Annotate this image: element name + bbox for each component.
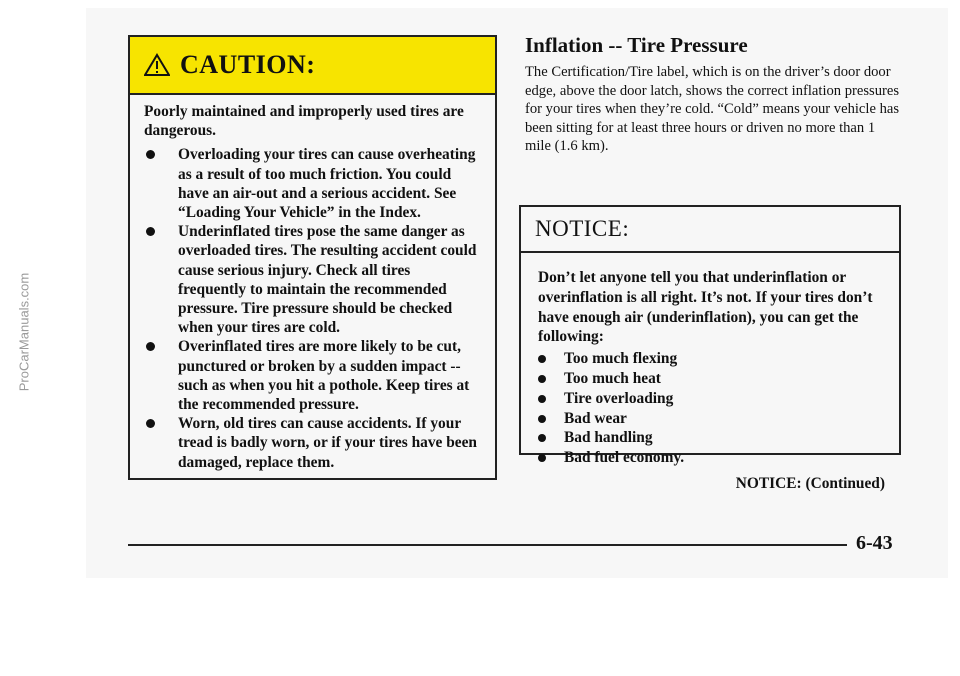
caution-bullet-list — [144, 145, 481, 471]
caution-bullet-text: Overloading your tires can cause overheating as a result of too much friction. You could have an air-out and a serious accident. See “Loading Your Vehicle” in the Index. — [178, 146, 476, 222]
list-item — [538, 428, 887, 448]
bullet-icon — [146, 227, 155, 236]
notice-bullet-text: Tire overloading — [564, 389, 674, 407]
notice-header — [521, 207, 899, 253]
list-item — [538, 389, 887, 409]
notice-bullet-text: Bad wear — [564, 409, 627, 427]
notice-bullet-list — [538, 349, 887, 468]
notice-bullet-text: Bad handling — [564, 429, 653, 447]
bullet-icon — [538, 454, 546, 462]
bullet-icon — [146, 342, 155, 351]
caution-bullet-text: Worn, old tires can cause accidents. If your tread is badly worn, or if your tires have been damaged, replace them. — [178, 415, 477, 471]
caution-intro: Poorly maintained and improperly used tires are dangerous. — [144, 103, 464, 140]
warning-triangle-icon — [144, 53, 170, 77]
caution-header — [130, 37, 495, 95]
notice-body — [521, 253, 899, 494]
list-item — [144, 414, 481, 472]
bullet-icon — [146, 150, 155, 159]
notice-bullet-text: Too much flexing — [564, 350, 678, 368]
caution-title: CAUTION: — [180, 50, 316, 79]
bullet-icon — [538, 415, 546, 423]
bullet-icon — [538, 434, 546, 442]
notice-bullet-text: Bad fuel economy. — [564, 449, 685, 467]
footer-rule — [128, 544, 847, 546]
caution-bullet-text: Overinflated tires are more likely to be cut, punctured or broken by a sudden impact -- such as when you hit a pothole. Keep tires at the recommended pressure. — [178, 338, 470, 414]
list-item — [538, 349, 887, 369]
section-intro: The Certification/Tire label, which is on the driver’s door door edge, above the door latch, shows the correct inflation pressures for your tires when they’re cold. “Cold” means your vehicle has been sitting for at least three hours or driven no more than 1 mile (1.6 km). — [525, 64, 900, 154]
list-item — [144, 145, 481, 222]
notice-intro: Don’t let anyone tell you that underinflation or overinflation is all right. It’s not. If your tires don’t have enough air (underinflation), you can get the following: — [538, 269, 873, 346]
list-item — [538, 409, 887, 429]
notice-box — [519, 205, 901, 492]
bullet-icon — [146, 419, 155, 428]
list-item — [538, 369, 887, 389]
notice-continued-label: NOTICE: (Continued) — [735, 474, 885, 492]
page-number: 6-43 — [856, 532, 893, 554]
list-item — [538, 448, 887, 468]
list-item — [144, 222, 481, 337]
section-title: Inflation -- Tire Pressure — [525, 33, 748, 57]
caution-bullet-text: Underinflated tires pose the same danger as overloaded tires. The resulting accident could cause serious injury. Check all tires frequently to maintain the recommended pressure. Tire pressure should be checked when your tires are cold. — [178, 223, 477, 337]
bullet-icon — [538, 395, 546, 403]
site-watermark: ProCarManuals.com — [16, 272, 32, 392]
notice-title: NOTICE: — [535, 216, 630, 241]
caution-body — [130, 95, 495, 472]
caution-box — [128, 35, 497, 480]
bullet-icon — [538, 375, 546, 383]
bullet-icon — [538, 355, 546, 363]
list-item — [144, 337, 481, 414]
notice-bullet-text: Too much heat — [564, 369, 661, 387]
